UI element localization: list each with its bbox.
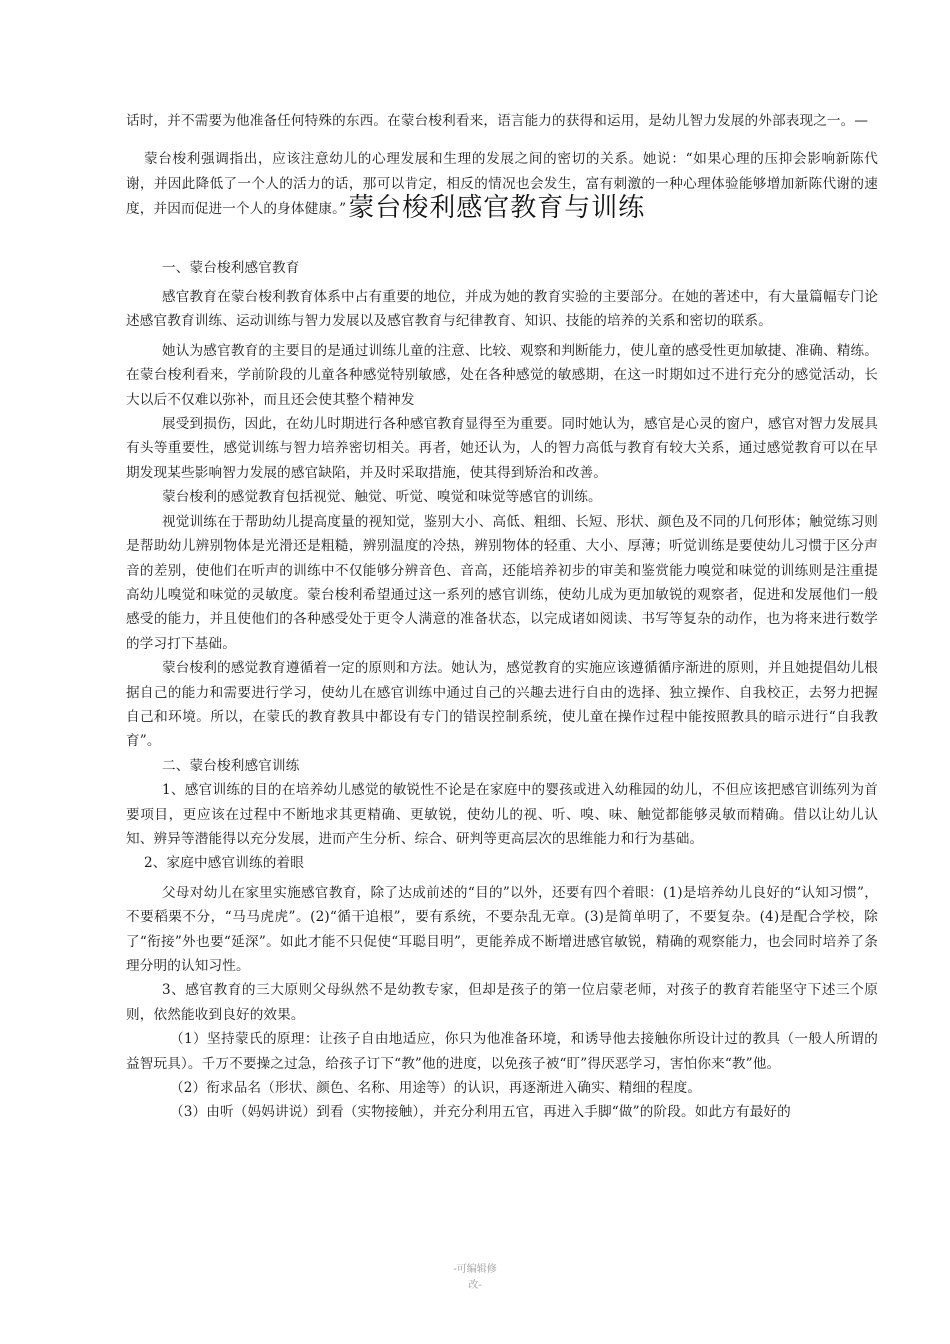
- paragraph: 话时，并不需要为他准备任何特殊的东西。在蒙台梭利看来，语言能力的获得和运用，是幼儿智力发展的外部表现之一。—: [126, 113, 869, 129]
- paragraph: 3、感官教育的三大原则父母纵然不是幼教专家，但却是孩子的第一位启蒙老师，对孩子的教育若能坚守下述三个原则，依然能收到良好的效果。: [126, 982, 878, 1023]
- document-title: 蒙台梭利感官教育与训练: [348, 193, 646, 224]
- paragraph: 1、感官训练的目的在培养幼儿感觉的敏锐性不论是在家庭中的婴孩或进入幼稚园的幼儿，不但应该把感官训练列为首要项目，更应该在过程中不断地求其更精确、更敏锐，使幼儿的视、听、嗅、味、触觉都能够灵敏而精确。借以让幼儿认知、辨异等潜能得以充分发展，进而产生分析、综合、研判等更高层次的思维能力和行为基础。: [126, 782, 878, 847]
- paragraph: 感官教育在蒙台梭利教育体系中占有重要的地位，并成为她的教育实验的主要部分。在她的著述中，有大量篇幅专门论述感官教育训练、运动训练与智力发展以及感官教育与纪律教育、知识、技能的培养的关系和密切的联系。: [126, 289, 878, 330]
- list-item: （2）衔求品名（形状、颜色、名称、用途等）的认识，再逐渐进入确实、精细的程度。: [170, 1080, 702, 1097]
- paragraph: 她认为感官教育的主要目的是通过训练儿童的注意、比较、观察和判断能力，使儿童的感受性更加敏捷、准确、精练。在蒙台梭利看来，学前阶段的儿童各种感觉特别敏感，处在各种感觉的敏感期，在这一时期如过不进行充分的感觉活动，长大以后不仅难以弥补，而且还会使其整个精神发: [126, 342, 878, 408]
- section-heading-2: 二、蒙台梭利感官训练: [162, 757, 300, 774]
- paragraph: 展受到损伤，因此，在幼儿时期进行各种感官教育显得至为重要。同时她认为，感官是心灵的窗户，感官对智力发展具有头等重要性，感觉训练与智力培养密切相关。再者，她还认为，人的智力高低与教育有较大关系，通过感觉教育可以在早期发现某些影响智力发展的感官缺陷，并及时采取措施，使其得到矫治和改善。: [126, 416, 878, 481]
- footer-line: 改-: [468, 1280, 482, 1291]
- page-footer: [0, 1262, 950, 1294]
- paragraph: 视觉训练在于帮助幼儿提高度量的视知觉，鉴别大小、高低、粗细、长短、形状、颜色及不同的几何形体；触觉练习则是帮助幼儿辨别物体是光滑还是粗糙，辨别温度的冷热，辨别物体的轻重、大小、厚薄；听觉训练是要使幼儿习惯于区分声音的差别，使他们在听声的训练中不仅能够分辨音色、音高，还能培养初步的审美和鉴赏能力嗅觉和味觉的训练则是注重提高幼儿嗅觉和味觉的灵敏度。蒙台梭利希望通过这一系列的感官训练，使幼儿成为更加敏锐的观察者，促进和发展他们一般感受的能力，并且使他们的各种感受处于更令人满意的准备状态，以完成诸如阅读、书写等复杂的动作，也为将来进行数学的学习打下基础。: [126, 513, 878, 652]
- quote-text: 蒙台梭利强调指出，应该注意幼儿的心理发展和生理的发展之间的密切的关系。她说：“如果心理的压抑会影响新陈代谢，并因此降低了一个人的活力的话，那可以肯定，相反的情况也会发生，富有刺激的一种心理体验能够增加新陈代谢的速度，并因而促进一个人的身体健康。”: [126, 151, 878, 218]
- list-item: （1）坚持蒙氏的原理：让孩子自由地适应，你只为他准备环境，和诱导他去接触你所设计过的教具（一般人所谓的益智玩具）。千万不要操之过急，给孩子订下“教”他的进度，以免孩子被“盯”得厌恶学习，害怕你来“教”他。: [126, 1031, 878, 1072]
- paragraph: 父母对幼儿在家里实施感官教育，除了达成前述的“目的”以外，还要有四个着眼：(1)是培养幼儿良好的“认知习惯”，不要稻栗不分，“马马虎虎”。(2)“循干追根”，要有系统，不要杂乱无章。(3)是简单明了，不要复杂。(4)是配合学校，除了“衔接”外也要“延深”。如此才能不只促使“耳聪目明”，更能养成不断增进感官敏锐，精确的观察能力，也会同时培养了条理分明的认知习性。: [126, 884, 878, 974]
- paragraph: 蒙台梭利的感觉教育包括视觉、触觉、听觉、嗅觉和味觉等感官的训练。: [162, 489, 602, 506]
- section-heading-1: 一、蒙台梭利感官教育: [162, 259, 300, 276]
- footer-line: -可编辑修: [453, 1264, 497, 1275]
- subsection-heading: 2、家庭中感官训练的着眼: [144, 855, 304, 872]
- paragraph: 蒙台梭利的感觉教育遵循着一定的原则和方法。她认为，感觉教育的实施应该遵循循序渐进的原则，并且她提倡幼儿根据自己的能力和需要进行学习，使幼儿在感官训练中通过自己的兴趣去进行自由的选择、独立操作、自我校正，去努力把握自己和环境。所以，在蒙氏的教育教具中都设有专门的错误控制系统，使儿童在操作过程中能按照教具的暗示进行“自我教育”。: [126, 660, 878, 750]
- list-item: （3）由听（妈妈讲说）到看（实物接触），并充分利用五官，再进入手脚“做”的阶段。如此方有最好的: [170, 1104, 791, 1121]
- document-body: [126, 109, 878, 1125]
- paragraph-quote: [126, 147, 878, 224]
